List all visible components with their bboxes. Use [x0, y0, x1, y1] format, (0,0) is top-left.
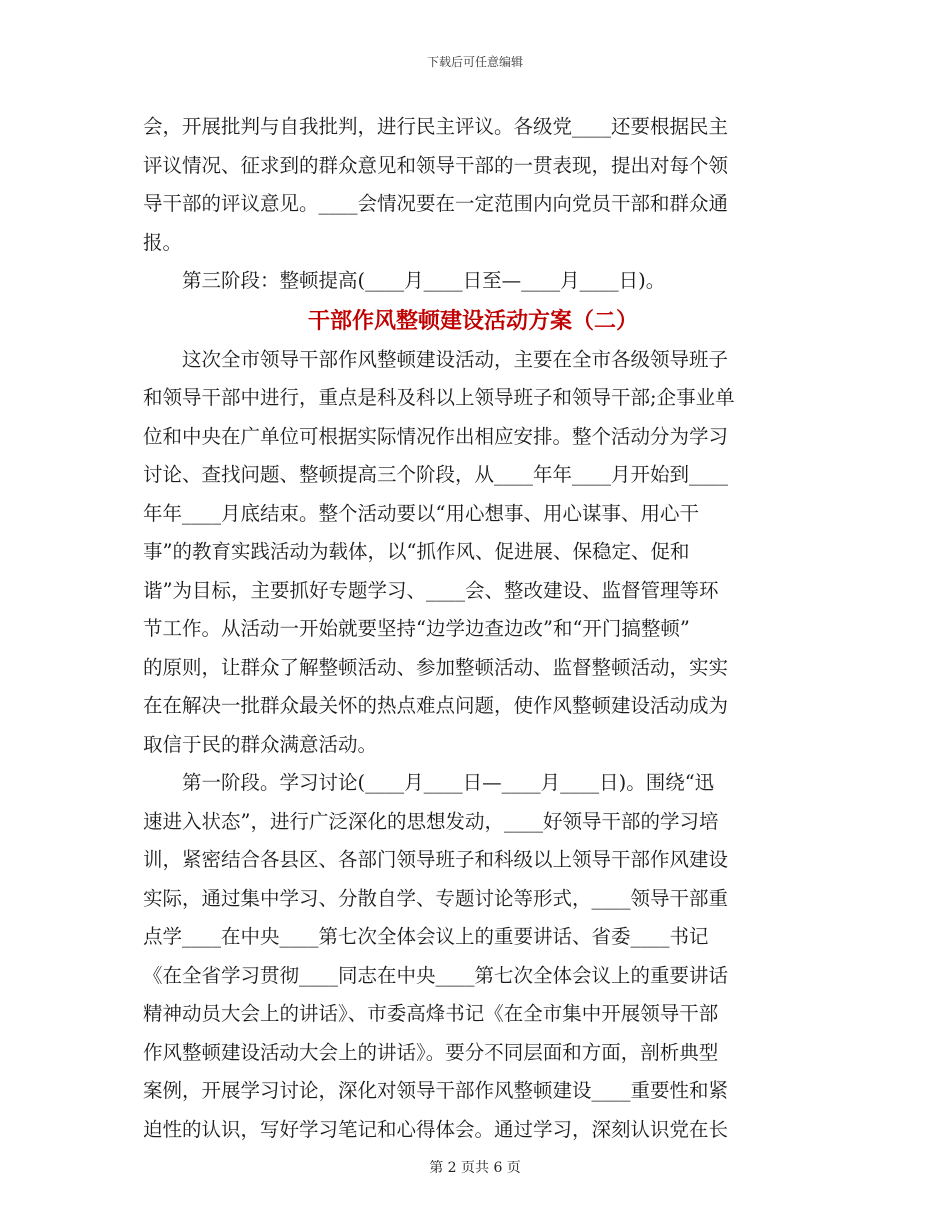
paragraph-after-title — [143, 341, 803, 1150]
text-line: 实际，通过集中学习、分散自学、专题讨论等形式，____领导干部重 — [143, 886, 729, 910]
page-header: 下载后可任意编辑 — [426, 55, 523, 69]
text-line: 谐”为目标，主要抓好专题学习、____会、整改建设、监督管理等环 — [143, 578, 719, 602]
text-line: 速进入状态”，进行广泛深化的思想发动，____好领导干部的学习培 — [143, 809, 719, 833]
paragraph-before-title — [143, 108, 803, 301]
document-title: 干部作风整顿建设活动方案（二） — [307, 307, 638, 334]
text-line: 作风整顿建设活动大会上的讲话》。要分不同层面和方面，剖析典型 — [143, 1040, 719, 1064]
text-line: 位和中央在广单位可根据实际情况作出相应安排。整个活动分为学习 — [143, 424, 729, 448]
text-line: 讨论、查找问题、整顿提高三个阶段，从____年年____月开始到____ — [143, 463, 729, 486]
text-line: 第三阶段：整顿提高(____月____日至—____月____日)。 — [143, 269, 666, 292]
text-line: 精神动员大会上的讲话》、市委高烽书记《在全市集中开展领导干部 — [143, 1002, 719, 1025]
text-line: 评议情况、征求到的群众意见和领导干部的一贯表现，提出对每个领 — [143, 153, 729, 177]
text-line: 年年____月底结束。整个活动要以“用心想事、用心谋事、用心干 — [143, 501, 699, 525]
text-line: 取信于民的群众满意活动。 — [143, 732, 378, 756]
text-line: 节工作。从活动一开始就要坚持“边学边查边改”和“开门搞整顿” — [143, 617, 690, 640]
text-line: 案例，开展学习讨论，深化对领导干部作风整顿建设____重要性和紧 — [143, 1079, 729, 1102]
text-line: 和领导干部中进行，重点是科及科以上领导班子和领导干部;企事业单 — [143, 386, 735, 409]
page-footer: 第 2 页共 6 页 — [429, 1160, 521, 1176]
text-line: 导干部的评议意见。____会情况要在一定范围内向党员干部和群众通 — [143, 192, 729, 215]
text-line: 在在解决一批群众最关怀的热点难点问题，使作风整顿建设活动成为 — [143, 694, 729, 717]
text-line: 点学____在中央____第七次全体会议上的重要讲话、省委____书记 — [143, 925, 709, 948]
text-line: 事”的教育实践活动为载体，以“抓作风、促进展、保稳定、促和 — [143, 540, 690, 563]
text-line: 会，开展批判与自我批判，进行民主评议。各级党____还要根据民主 — [143, 115, 729, 138]
text-line: 训，紧密结合各县区、各部门领导班子和科级以上领导干部作风建设 — [143, 848, 729, 871]
text-line: 的原则，让群众了解整顿活动、参加整顿活动、监督整顿活动，实实 — [143, 655, 729, 679]
document-body — [143, 108, 803, 1149]
text-line: 这次全市领导干部作风整顿建设活动，主要在全市各级领导班子 — [143, 347, 729, 371]
text-line: 第一阶段。学习讨论(____月____日—____月____日)。围绕“迅 — [143, 771, 715, 794]
text-line: 迫性的认识，写好学习笔记和心得体会。通过学习，深刻认识党在长 — [143, 1117, 729, 1141]
text-line: 《在全省学习贯彻____同志在中央____第七次全体会议上的重要讲话 — [143, 963, 729, 987]
text-line: 报。 — [143, 230, 183, 254]
